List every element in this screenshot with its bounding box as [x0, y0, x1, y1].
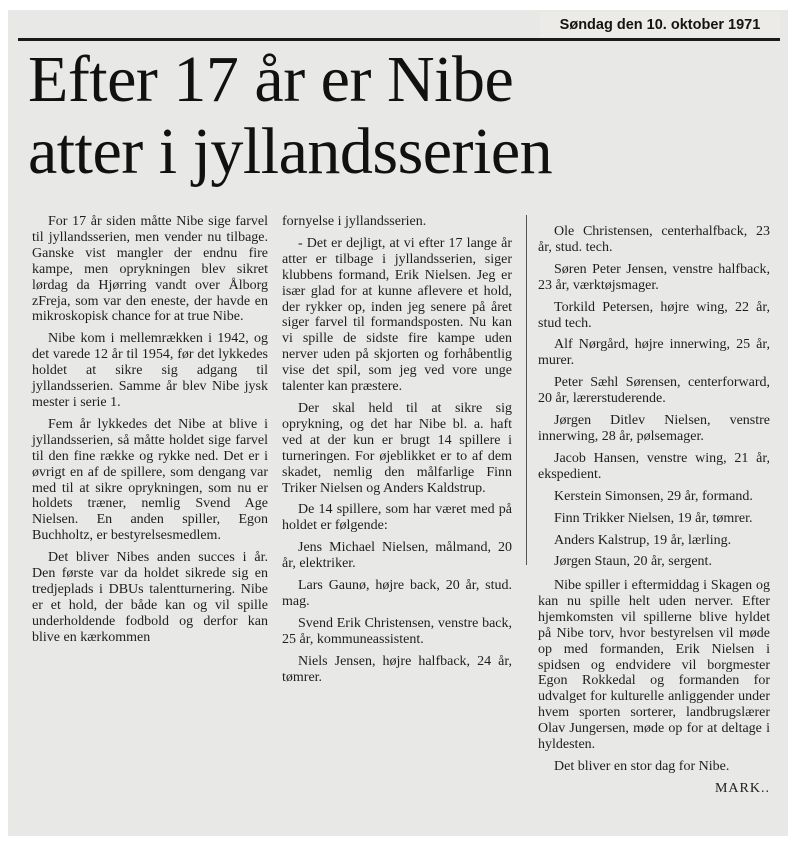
column-divider — [526, 215, 527, 565]
author-signature: MARK.. — [714, 780, 770, 796]
top-rule — [18, 38, 780, 41]
paragraph: Nibe spiller i eftermiddag i Skagen og kan nu spille helt uden nerver. Efter hjemkomsten vil spillerne blive hyldet på Nibe torv, hvor bestyrelsen vil møde op med formanden, Erik Nielsen i spidsen og endvidere vil borgmester Egon Rokkedal og formanden for udvalget for kulturelle anliggender under hvem sporten sorterer, landbrugslærer Olav Jungersen, møde op for at deltage i hyldesten. — [538, 578, 770, 753]
article-column-2 — [282, 214, 512, 691]
lineup-entry: Svend Erik Christensen, venstre back, 25 år, kommuneassistent. — [282, 615, 512, 647]
paragraph: For 17 år siden måtte Nibe sige farvel til jyllandsserien, men vender nu tilbage. Ganske vist mangler der endnu fire kampe, men oprykningen blev sikret lørdag da Hjørring vandt over Ålborg zFreja, som var den eneste, der havde en mikroskopisk chance for at true Nibe. — [32, 214, 268, 325]
headline — [28, 44, 768, 188]
headline-line-1: Efter 17 år er Nibe — [28, 43, 514, 116]
article-column-3 — [538, 224, 770, 576]
paragraph: Nibe kom i mellemrækken i 1942, og det varede 12 år til 1954, før det lykkedes holdet at sikre sig adgang til jyllandsserien. Samme år blev Nibe jysk mester i serie 1. — [32, 331, 268, 410]
paragraph: Fem år lykkedes det Nibe at blive i jyllandsserien, så måtte holdet sige farvel til den fine række og rykke ned. Det er i øvrigt en af de spillere, som dengang var med til at sikre oprykningen, som nu er holdets træner, nemlig Svend Age Nielsen. En anden spiller, Egon Buchholtz, er bestyrelsesmedlem. — [32, 416, 268, 544]
headline-line-2: atter i jyllandsserien — [28, 115, 553, 188]
lineup-entry: Jens Michael Nielsen, målmand, 20 år, elektriker. — [282, 540, 512, 572]
article-column-4 — [538, 578, 770, 797]
paragraph: fornyelse i jyllandsserien. — [282, 214, 427, 229]
lineup-entry: Jacob Hansen, venstre wing, 21 år, ekspedient. — [538, 450, 770, 482]
lineup-entry: Lars Gaunø, højre back, 20 år, stud. mag. — [282, 578, 512, 609]
paragraph: Det bliver Nibes anden succes i år. Den første var da holdet sikrede sig en tredjeplads i DBUs talentturnering. Nibe er et hold, der både kan og vil spille underholdende fodbold og derfor kan blive en kærkommen — [32, 550, 268, 645]
lineup-entry: Kerstein Simonsen, 29 år, formand. — [554, 488, 753, 504]
dateline: Søndag den 10. oktober 1971 — [540, 12, 780, 38]
lineup-entry: Anders Kalstrup, 19 år, lærling. — [554, 532, 732, 548]
lineup-entry: Alf Nørgård, højre innerwing, 25 år, murer. — [538, 337, 770, 369]
paragraph: De 14 spillere, som har været med på holdet er følgende: — [282, 502, 512, 534]
paragraph: Der skal held til at sikre sig oprykning, og det har Nibe bl. a. haft ved at der kun er brugt 14 spillere i turneringen. For øjeblikket er to af dem skadet, nemlig den målfarlige Finn Triker Nielsen og Anders Kaldstrup. — [282, 400, 512, 496]
lineup-entry: Torkild Petersen, højre wing, 22 år, stud tech. — [538, 299, 770, 331]
lineup-entry: Jørgen Staun, 20 år, sergent. — [554, 554, 712, 570]
lineup-entry: Finn Trikker Nielsen, 19 år, tømrer. — [554, 510, 753, 526]
paragraph: - Det er dejligt, at vi efter 17 lange år atter er tilbage i jyllandsserien, siger klubbens formand, Erik Nielsen. Jeg er især glad for at kunne aflevere et hold, der rykker op, inden jeg senere på året siger farvel til formandsposten. Nu kan vi spille de sidste fire kampe uden nerver uden på skjorten og forhåbentlig vise det spil, som jeg ved vore unge talenter kan præstere. — [282, 235, 512, 395]
article-column-1 — [32, 214, 268, 652]
lineup-entry: Niels Jensen, højre halfback, 24 år, tømrer. — [282, 653, 512, 685]
lineup-entry: Jørgen Ditlev Nielsen, venstre innerwing, 28 år, pølsemager. — [538, 413, 770, 444]
paragraph: Det bliver en stor dag for Nibe. — [554, 758, 730, 774]
lineup-entry: Søren Peter Jensen, venstre halfback, 23 år, værktøjsmager. — [538, 261, 770, 293]
lineup-entry: Peter Sæhl Sørensen, centerforward, 20 år, lærerstuderende. — [538, 375, 770, 407]
lineup-entry: Ole Christensen, centerhalfback, 23 år, stud. tech. — [538, 224, 770, 255]
